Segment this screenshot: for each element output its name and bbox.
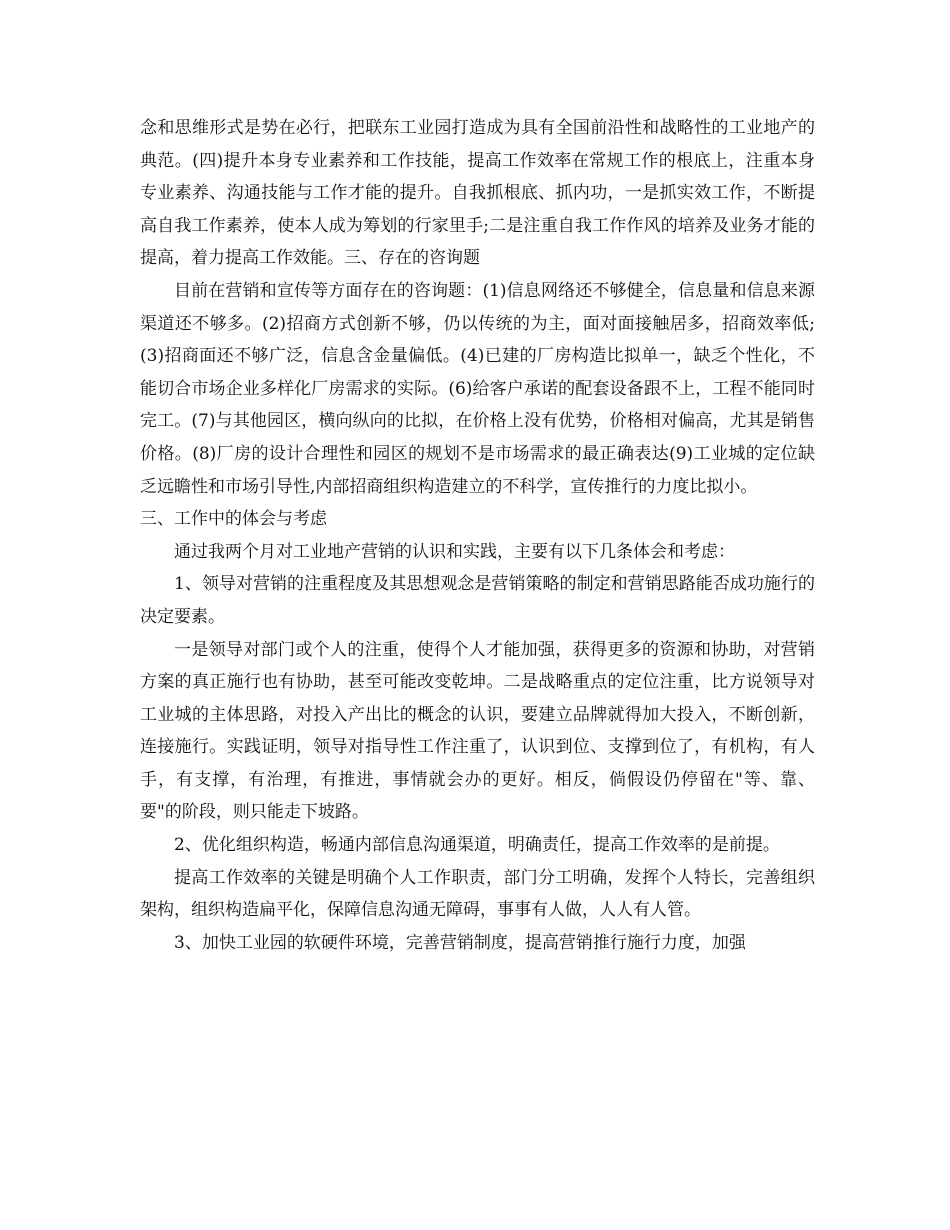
paragraph-8: 3、加快工业园的软硬件环境，完善营销制度，提高营销推行施行力度，加强 [174,932,746,953]
document-page [140,112,815,959]
paragraph-4: 1、领导对营销的注重程度及其思想观念是营销策略的制定和营销思路能否成功施行的决定要素。 [140,574,815,627]
paragraph-5: 一是领导对部门或个人的注重，使得个人才能加强，获得更多的资源和协助，对营销方案的真正施行也有协助，甚至可能改变乾坤。二是战略重点的定位注重，比方说领导对工业城的主体思路，对投入产出比的概念的认识，要建立品牌就得加大投入，不断创新，连接施行。实践证明，领导对指导性工作注重了，认识到位、支撑到位了，有机构，有人手，有支撑，有治理，有推进，事情就会办的更好。相反，倘假设仍停留在"等、靠、要"的阶段，则只能走下坡路。 [140,639,815,823]
paragraph-7: 提高工作效率的关键是明确个人工作职责，部门分工明确，发挥个人特长，完善组织架构，组织构造扁平化，保障信息沟通无障碍，事事有人做，人人有人管。 [140,867,815,921]
section-heading: 三、工作中的体会与考虑 [140,509,327,530]
paragraph-1: 念和思维形式是势在必行，把联东工业园打造成为具有全国前沿性和战略性的工业地产的典范。(四)提升本身专业素养和工作技能，提高工作效率在常规工作的根底上，注重本身专业素养、沟通技能与工作才能的提升。自我抓根底、抓内功，一是抓实效工作，不断提高自我工作素养，使本人成为筹划的行家里手;二是注重自我工作作风的培养及业务才能的提高，着力提高工作效能。三、存在的咨询题 [140,118,815,269]
paragraph-6: 2、优化组织构造，畅通内部信息沟通渠道，明确责任，提高工作效率的是前提。 [174,835,780,856]
paragraph-3: 通过我两个月对工业地产营销的认识和实践，主要有以下几条体会和考虑： [174,541,735,562]
paragraph-2: 目前在营销和宣传等方面存在的咨询题：(1)信息网络还不够健全，信息量和信息来源渠道还不够多。(2)招商方式创新不够，仍以传统的为主，面对面接触居多，招商效率低;(3)招商面还不够广泛，信息含金量偏低。(4)已建的厂房构造比拟单一，缺乏个性化，不能切合市场企业多样化厂房需求的实际。(6)给客户承诺的配套设备跟不上，工程不能同时完工。(7)与其他园区，横向纵向的比拟，在价格上没有优势，价格相对偏高，尤其是销售价格。(8)厂房的设计合理性和园区的规划不是市场需求的最正确表达(9)工业城的定位缺乏远瞻性和市场引导性,内部招商组织构造建立的不科学，宣传推行的力度比拟小。 [140,280,815,497]
